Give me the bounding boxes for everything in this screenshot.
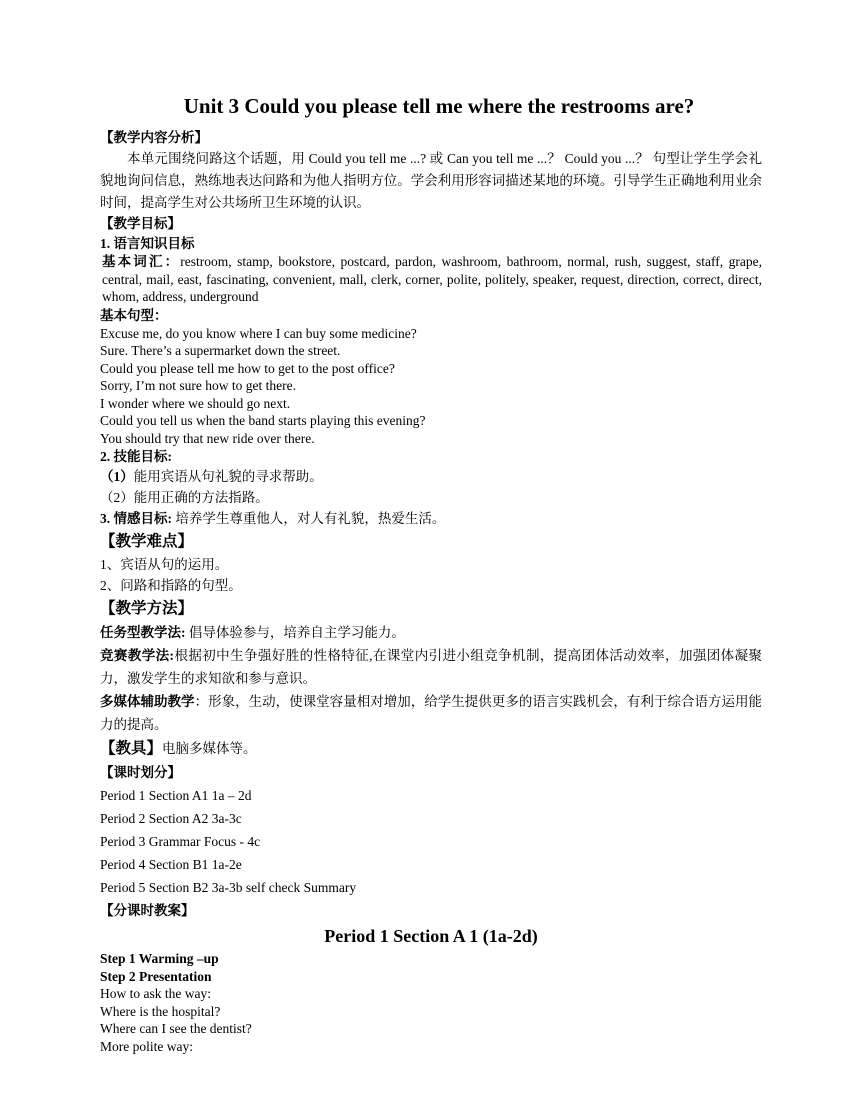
step-heading: Step 1 Warming –up bbox=[100, 951, 219, 966]
method-item bbox=[100, 621, 762, 644]
vocabulary-list: restroom, stamp, bookstore, postcard, pardon, washroom, bathroom, normal, rush, suggest, staff, grape, central, mail, east, fascinating, convenient, mall, clerk, corner, polite, politely, speaker, request, direction, correct, direct, whom, address, underground bbox=[102, 254, 763, 304]
tools-section bbox=[100, 737, 762, 761]
knowledge-goal-heading: 1. 语言知识目标 bbox=[100, 236, 195, 251]
document-content bbox=[100, 92, 762, 1055]
lesson-line: More polite way: bbox=[100, 1038, 193, 1054]
sentence-line: Sorry, I’m not sure how to get there. bbox=[100, 378, 296, 393]
step-heading: Step 2 Presentation bbox=[100, 968, 212, 984]
method-label: 任务型教学法: bbox=[100, 625, 186, 640]
skill-item bbox=[100, 487, 762, 508]
period-list bbox=[100, 784, 762, 899]
method-item bbox=[100, 690, 762, 736]
emotion-goal-text: 培养学生尊重他人，对人有礼貌，热爱生活。 bbox=[172, 511, 446, 526]
period-item: Period 3 Grammar Focus - 4c bbox=[100, 834, 261, 849]
skill-text: 能用正确的方法指路。 bbox=[133, 490, 269, 505]
emotion-goal-label: 3. 情感目标: bbox=[100, 511, 172, 526]
method-label: 竞赛教学法: bbox=[100, 648, 175, 663]
sentence-pattern-label: 基本句型： bbox=[100, 307, 168, 323]
period-item: Period 4 Section B1 1a-2e bbox=[100, 857, 242, 872]
lesson-line: How to ask the way: bbox=[100, 986, 211, 1001]
document-title: Unit 3 Could you please tell me where the restrooms are? bbox=[183, 94, 695, 118]
period-item: Period 5 Section B2 3a-3b self check Summary bbox=[100, 880, 357, 895]
difficulty-item: 2、问路和指路的句型。 bbox=[100, 578, 242, 593]
sentence-line: Excuse me, do you know where I can buy some medicine? bbox=[100, 325, 417, 341]
period-title: Period 1 Section A 1 (1a-2d) bbox=[324, 926, 538, 946]
skill-text: 能用宾语从句礼貌的寻求帮助。 bbox=[133, 469, 323, 484]
period-item: Period 1 Section A1 1a – 2d bbox=[100, 788, 252, 803]
period-item: Period 2 Section A2 3a-3c bbox=[100, 811, 242, 826]
sentence-line: I wonder where we should go next. bbox=[100, 395, 291, 411]
skill-number: （1） bbox=[100, 469, 134, 484]
emotion-goal bbox=[100, 508, 762, 529]
method-text: 根据初中生争强好胜的性格特征,在课堂内引进小组竞争机制，提高团体活动效率，加强团体凝聚力，激发学生的求知欲和参与意识。 bbox=[100, 648, 763, 686]
sentence-line: Could you tell us when the band starts playing this evening? bbox=[100, 413, 426, 428]
sentence-line: Could you please tell me how to get to the post office? bbox=[100, 360, 395, 376]
analysis-paragraph: 本单元围绕问路这个话题，用 Could you tell me ...? 或 Can you tell me ...？ Could you ...？ 句型让学生学会礼貌地询问信息，熟练地表达问路和为他人指明方位。学会利用形容词描述某地的环境。引导学生正确地利用业余时间，提高学生对公共场所卫生环境的认识。 bbox=[100, 151, 762, 210]
skill-goal-heading: 2. 技能目标: bbox=[100, 449, 172, 464]
vocabulary-label: 基本词汇： bbox=[102, 254, 181, 269]
skill-number: （2） bbox=[100, 490, 134, 505]
difficulties-heading: 【教学难点】 bbox=[100, 533, 194, 550]
lesson-line: Where is the hospital? bbox=[100, 1003, 221, 1019]
sentence-line: You should try that new ride over there. bbox=[100, 430, 315, 446]
sentence-list bbox=[100, 325, 762, 448]
goals-heading: 【教学目标】 bbox=[100, 216, 181, 231]
tools-heading: 【教具】 bbox=[100, 740, 163, 757]
lesson-plan-heading: 【分课时教案】 bbox=[100, 903, 195, 918]
analysis-heading: 【教学内容分析】 bbox=[100, 130, 208, 145]
vocabulary-paragraph bbox=[102, 253, 762, 306]
lesson-line: Where can I see the dentist? bbox=[100, 1021, 252, 1036]
method-item bbox=[100, 644, 762, 690]
method-label: 多媒体辅助教学 bbox=[100, 694, 195, 709]
schedule-heading: 【课时划分】 bbox=[100, 765, 181, 780]
method-text: ：形象，生动，使课堂容量相对增加，给学生提供更多的语言实践机会，有利于综合语方运用能力的提高。 bbox=[100, 694, 763, 732]
sentence-line: Sure. There’s a supermarket down the street. bbox=[100, 343, 341, 358]
methods-heading: 【教学方法】 bbox=[100, 600, 194, 617]
skill-item bbox=[100, 466, 762, 487]
method-text: 倡导体验参与，培养自主学习能力。 bbox=[185, 625, 405, 640]
tools-text: 电脑多媒体等。 bbox=[162, 741, 257, 756]
difficulty-item: 1、宾语从句的运用。 bbox=[100, 557, 229, 572]
